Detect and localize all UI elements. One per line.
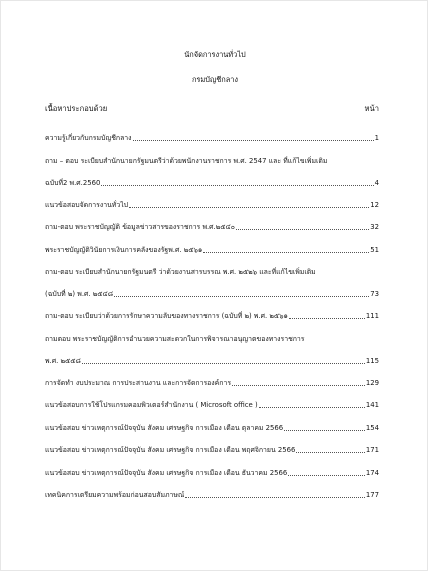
toc-entry-page: 32 (370, 223, 379, 231)
toc-entry-title: แนวข้อสอบ ข่าวเหตุการณ์ปัจจุบัน สังคม เศรษฐกิจ การเมือง เดือน ธันวาคม 2566 (45, 468, 288, 477)
dot-leader (185, 496, 365, 498)
toc-entry-title: ถาม-ตอบ ระเบียบสำนักนายกรัฐมนตรี ว่าด้วยงานสารบรรณ พ.ศ. ๒๕๒๖ และที่แก้ไขเพิ่มเติม (45, 268, 316, 276)
dot-leader (289, 317, 365, 319)
toc-entry[interactable] (45, 423, 379, 446)
toc-entry-page: 115 (365, 356, 379, 365)
toc-entry-page: 4 (374, 178, 379, 187)
toc-entry-page: 1 (374, 134, 379, 142)
toc-entry-page: 154 (365, 423, 379, 432)
toc-entry[interactable] (45, 445, 379, 468)
toc-entry-title: พ.ศ. ๒๕๕๘ (45, 356, 81, 365)
document-title: นักจัดการงานทั่วไป (184, 50, 246, 59)
toc-entry[interactable] (45, 156, 379, 200)
toc-entry[interactable] (45, 400, 379, 423)
contents-heading: เนื้อหาประกอบด้วย (45, 104, 108, 113)
toc-entry-title: ถาม-ตอบ ระเบียบว่าด้วยการรักษาความลับของทางราชการ (ฉบับที่ ๒) พ.ศ. ๒๕๖๑ (45, 312, 288, 320)
dot-leader (101, 184, 373, 186)
toc-entry-title: แนวข้อสอบการใช้โปรแกรมคอมพิวเตอร์สำนักงาน ( Microsoft office ) (45, 401, 258, 409)
toc-entry-title: ความรู้เกี่ยวกับกรมบัญชีกลาง (45, 134, 132, 142)
dot-leader (129, 206, 369, 208)
toc-entry[interactable] (45, 334, 379, 378)
toc-entry-title: ถาม – ตอบ ระเบียบสำนักนายกรัฐมนตรีว่าด้วยพนักงานราชการ พ.ศ. 2547 และ ที่แก้ไขเพิ่มเติม (45, 156, 328, 165)
dot-leader (82, 362, 365, 364)
dot-leader (296, 451, 364, 453)
toc-entry[interactable] (45, 245, 379, 268)
toc-entry[interactable] (45, 133, 379, 156)
toc-entry-page: 174 (365, 468, 379, 477)
dot-leader (203, 251, 369, 253)
toc-entry[interactable] (45, 490, 379, 513)
toc-entry-title: การจัดทำ งบประมาณ การประสานงาน และการจัดการองค์การ (45, 378, 232, 387)
toc-entry-title: ฉบับที่2 พ.ศ.2560 (45, 178, 101, 187)
dot-leader (232, 384, 365, 386)
toc-entry-page: 51 (370, 245, 379, 254)
toc-entry[interactable] (45, 200, 379, 223)
toc-entry[interactable] (45, 267, 379, 311)
toc-entry-page: 73 (370, 290, 379, 298)
document-subtitle: กรมบัญชีกลาง (191, 75, 239, 84)
toc-entry-page: 177 (365, 491, 379, 499)
toc-entry-title: แนวข้อสอบ ข่าวเหตุการณ์ปัจจุบัน สังคม เศรษฐกิจ การเมือง เดือน พฤศจิกายน 2566 (45, 446, 296, 454)
table-of-contents (45, 133, 379, 513)
toc-entry-title: ถาม-ตอบ พระราชบัญญัติ ข้อมูลข่าวสารของราชการ พ.ศ.๒๕๔๐ (45, 223, 235, 231)
dot-leader (114, 295, 369, 297)
toc-entry-title: (ฉบับที่ ๒) พ.ศ. ๒๕๔๘ (45, 290, 114, 298)
toc-entry-title: พระราชบัญญัติวินัยการเงินการคลังของรัฐพ.ศ. ๒๕๖๑ (45, 245, 203, 254)
toc-entry[interactable] (45, 378, 379, 401)
dot-leader (133, 139, 374, 141)
toc-entry-page: 141 (365, 401, 379, 409)
toc-entry-page: 129 (365, 378, 379, 387)
toc-entry-title: เทคนิคการเตรียมความพร้อมก่อนสอบสัมภาษณ์ (45, 491, 185, 499)
dot-leader (259, 406, 365, 408)
toc-entry[interactable] (45, 468, 379, 491)
toc-entry-page: 171 (365, 446, 379, 454)
dot-leader (288, 474, 365, 476)
toc-entry-page: 111 (365, 312, 379, 320)
toc-entry-page: 12 (370, 200, 379, 209)
toc-entry-title: แนวข้อสอบจัดการงานทั่วไป (45, 200, 129, 209)
toc-entry-title: แนวข้อสอบ ข่าวเหตุการณ์ปัจจุบัน สังคม เศรษฐกิจ การเมือง เดือน ตุลาคม 2566 (45, 423, 284, 432)
dot-leader (236, 228, 369, 230)
toc-entry[interactable] (45, 311, 379, 334)
dot-leader (284, 429, 365, 431)
toc-entry[interactable] (45, 222, 379, 245)
page-column-heading: หน้า (364, 104, 379, 113)
toc-entry-title: ถามตอบ พระราชบัญญัติการอำนวยความสะดวกในการพิจารณาอนุญาตของทางราชการ (45, 334, 305, 343)
